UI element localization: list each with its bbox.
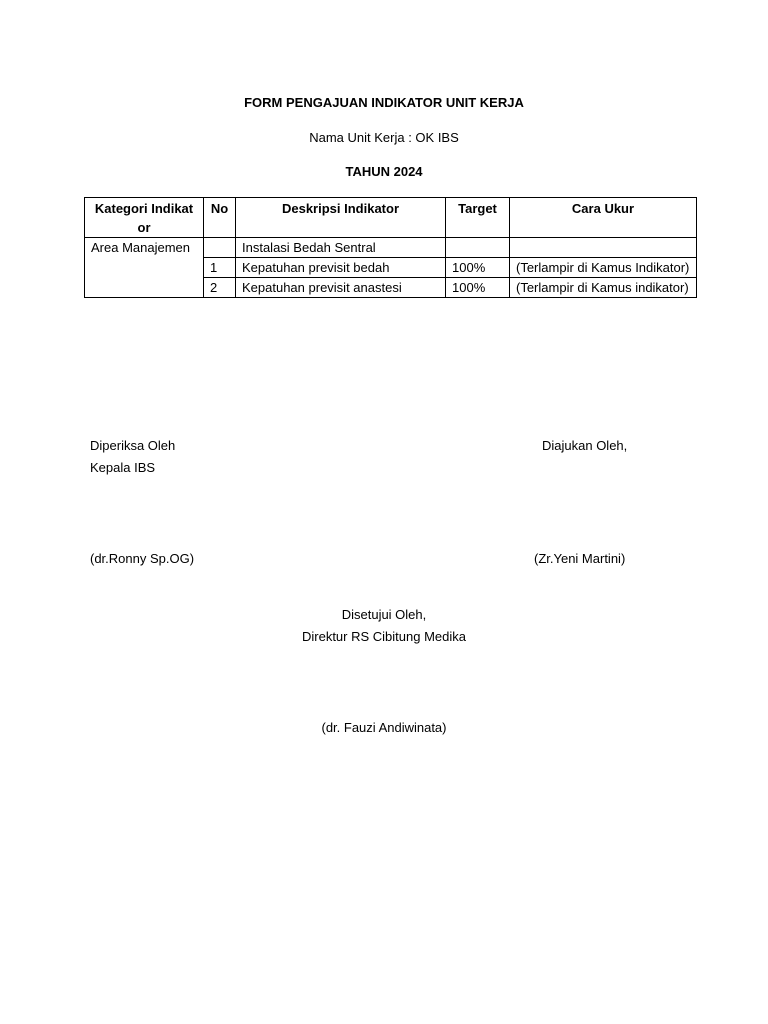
category-cell: Area Manajemen — [85, 238, 204, 298]
checked-by-title: Kepala IBS — [90, 460, 156, 475]
form-title: FORM PENGAJUAN INDIKATOR UNIT KERJA — [244, 95, 524, 110]
column-header-category: Kategori Indikator — [85, 198, 204, 238]
section-description-cell: Instalasi Bedah Sentral — [236, 238, 446, 258]
column-header-target: Target — [446, 198, 510, 238]
table-cell-method — [510, 238, 697, 258]
table-cell-no: 1 — [204, 258, 236, 278]
table-header-row — [85, 198, 697, 238]
table-cell-method: (Terlampir di Kamus indikator) — [510, 278, 697, 298]
table-cell-no — [204, 238, 236, 258]
submitted-by-name: (Zr.Yeni Martini) — [534, 551, 626, 566]
approved-by-title: Direktur RS Cibitung Medika — [301, 629, 466, 644]
column-header-description: Deskripsi Indikator — [236, 198, 446, 238]
table-cell-target — [446, 238, 510, 258]
table-cell-no: 2 — [204, 278, 236, 298]
table-cell-description: Kepatuhan previsit bedah — [236, 258, 446, 278]
column-header-no: No — [204, 198, 236, 238]
table-cell-target: 100% — [446, 278, 510, 298]
approved-by-name: (dr. Fauzi Andiwinata) — [321, 720, 447, 735]
checked-by-label: Diperiksa Oleh — [90, 438, 176, 453]
indicator-table — [84, 197, 697, 298]
form-year: TAHUN 2024 — [345, 164, 423, 179]
table-cell-method: (Terlampir di Kamus Indikator) — [510, 258, 697, 278]
table-cell-description: Kepatuhan previsit anastesi — [236, 278, 446, 298]
unit-name: Nama Unit Kerja : OK IBS — [309, 130, 459, 145]
column-header-method: Cara Ukur — [510, 198, 697, 238]
table-row — [85, 238, 697, 258]
checked-by-name: (dr.Ronny Sp.OG) — [90, 551, 195, 566]
submitted-by-label: Diajukan Oleh, — [542, 438, 628, 453]
approved-by-label: Disetujui Oleh, — [341, 607, 427, 622]
table-cell-target: 100% — [446, 258, 510, 278]
